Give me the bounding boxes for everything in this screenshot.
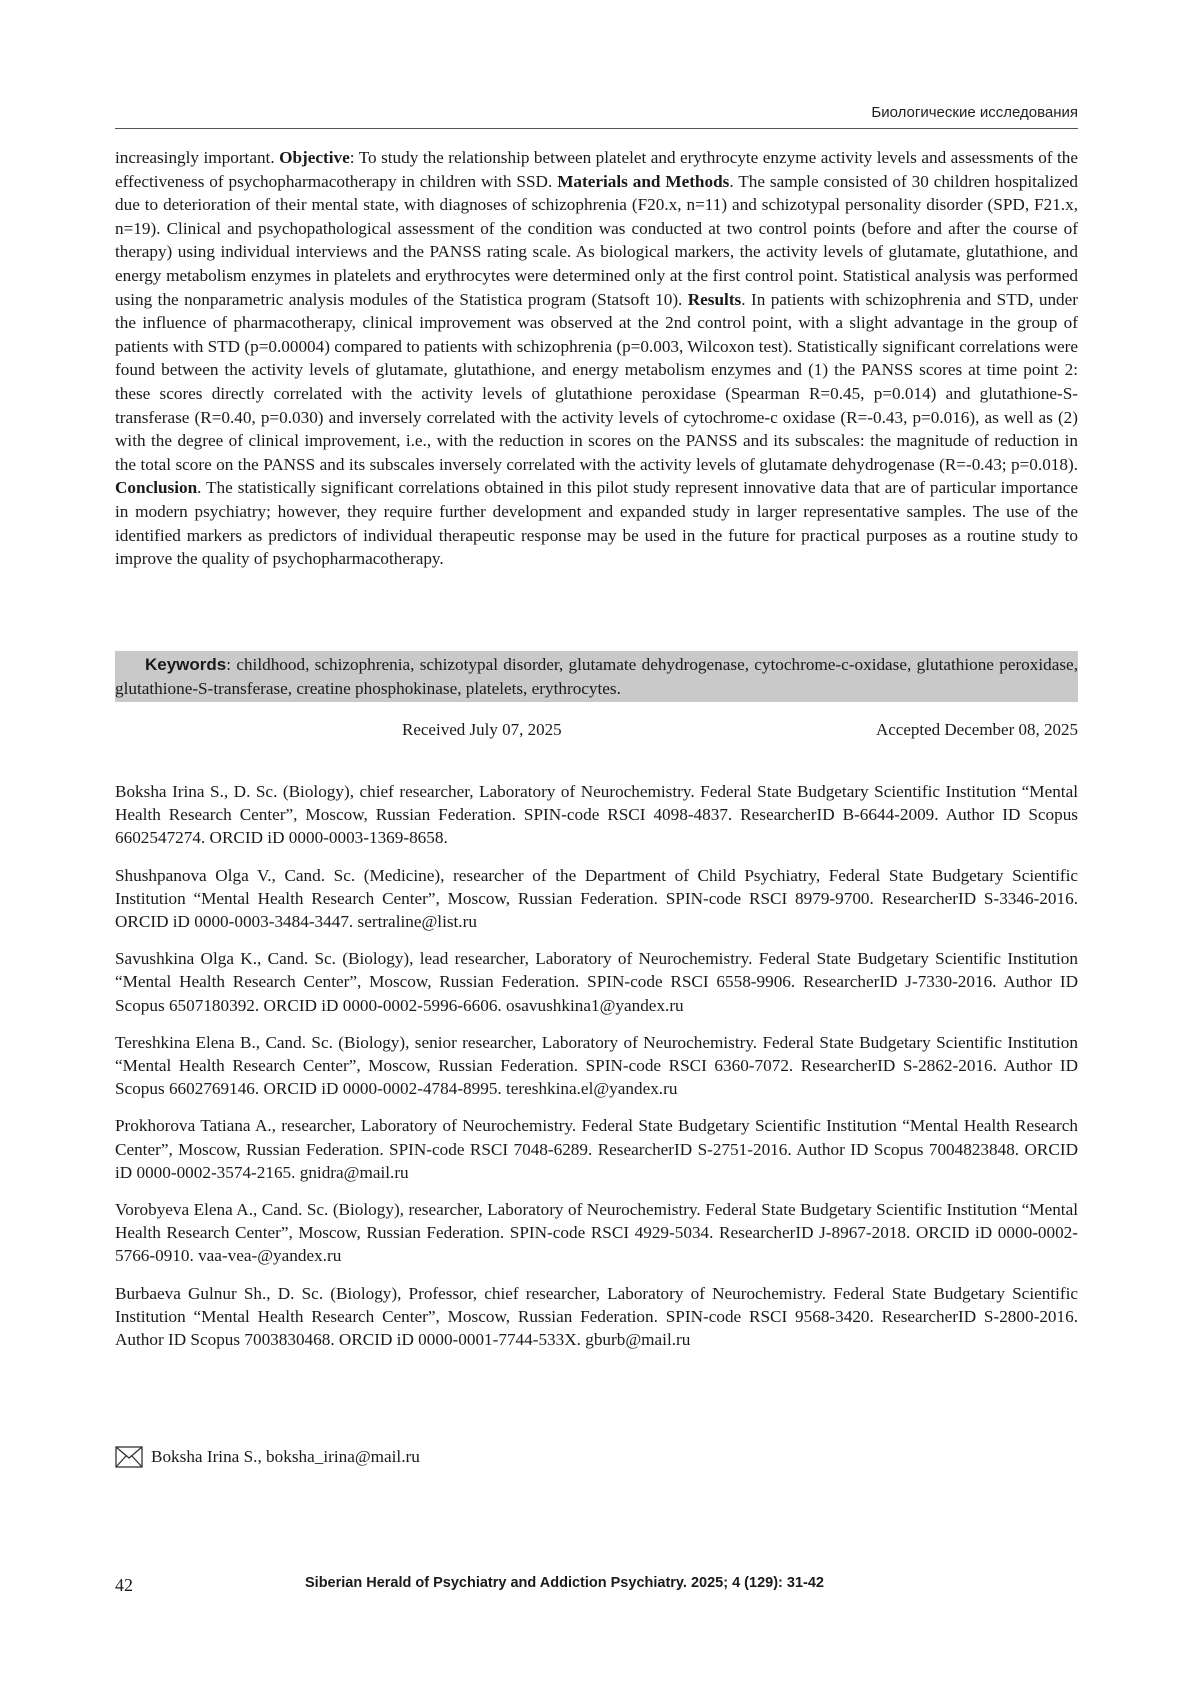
results-label: Results — [687, 289, 742, 309]
journal-page — [115, 0, 1078, 1696]
author-entry: Shushpanova Olga V., Cand. Sc. (Medicine), researcher of the Department of Child Psychiatry, Federal State Budgetary Scientific Institution “Mental Health Research Center”, Moscow, Russian Federation. SPIN-code RSCI 8979-9700. ResearcherID S-3346-2016. ORCID iD 0000-0003-3484-3447. sertraline@list.ru — [115, 865, 1078, 932]
page-number: 42 — [115, 1575, 133, 1595]
abstract-intro: increasingly important. — [115, 148, 280, 167]
journal-citation: Siberian Herald of Psychiatry and Addiction Psychiatry. 2025; 4 (129): 31-42 — [305, 1575, 824, 1591]
received-date: Received July 07, 2025 — [402, 720, 562, 739]
objective-text: : To study the relationship between platelet and erythrocyte enzyme activity levels and assessments of the effectiveness of psychopharmacotherapy in children with SSD. — [115, 148, 1079, 191]
author-list — [115, 780, 1078, 1365]
running-head: Биологические исследования — [871, 104, 1078, 121]
author-entry: Savushkina Olga K., Cand. Sc. (Biology), lead researcher, Laboratory of Neurochemistry. Federal State Budgetary Scientific Institution “Mental Health Research Center”, Moscow, Russian Federation. SPIN-code RSCI 6558-9906. ResearcherID J-7330-2016. Author ID Scopus 6507180392. ORCID iD 0000-0002-5996-6606. osavushkina1@yandex.ru — [115, 949, 1078, 1015]
author-entry: Prokhorova Tatiana A., researcher, Laboratory of Neurochemistry. Federal State Budgetary Scientific Institution “Mental Health Research Center”, Moscow, Russian Federation. SPIN-code RSCI 7048-6289. ResearcherID S-2751-2016. Author ID Scopus 7004823848. ORCID iD 0000-0002-3574-2165. gnidra@mail.ru — [115, 1116, 1078, 1182]
results-text: . In patients with schizophrenia and STD, under the influence of pharmacotherapy, clinical improvement was observed at the 2nd control point, with a slight advantage in the group of patients with STD (p=0.00004) compared to patients with schizophrenia (p=0.003, Wilcoxon test). Statistically significant correlations were found between the activity levels of glutamate, glutathione, and energy metabolism enzymes and (1) the PANSS scores at time point 2: these scores directly correlated with the activity levels of glutathione peroxidase (Spearman R=0.45, p=0.014) and glutathione-S-transferase (R=0.40, p=0.030) and inversely correlated with the activity levels of cytochrome-c oxidase (R=-0.43, p=0.016), as well as (2) with the degree of clinical improvement, i.e., with the reduction in scores on the PANSS and its subscales: the magnitude of reduction in the total score on the PANSS and its subscales inversely correlated with the activity levels of glutamate dehydrogenase (R=-0.43; p=0.018). — [115, 289, 1078, 474]
keywords-label: Keywords — [145, 655, 227, 674]
keywords-block — [115, 651, 1078, 702]
methods-label: Materials and Methods — [557, 171, 730, 191]
article-dates — [115, 720, 1078, 744]
accepted-date: Accepted December 08, 2025 — [875, 720, 1078, 739]
correspondence-text: Boksha Irina S., boksha_irina@mail.ru — [151, 1447, 420, 1466]
author-entry: Boksha Irina S., D. Sc. (Biology), chief researcher, Laboratory of Neurochemistry. Federal State Budgetary Scientific Institution “Mental Health Research Center”, Moscow, Russian Federation. SPIN-code RSCI 4098-4837. ResearcherID B-6644-2009. Author ID Scopus 6602547274. ORCID iD 0000-0003-1369-8658. — [115, 782, 1078, 848]
envelope-icon — [115, 1446, 143, 1468]
abstract-paragraph — [115, 146, 1078, 571]
keywords-text: : childhood, schizophrenia, schizotypal disorder, glutamate dehydrogenase, cytochrome-c-oxidase, glutathione peroxidase, glutathione-S-transferase, creatine phosphokinase, platelets, erythrocytes. — [115, 655, 1078, 698]
correspondence-line — [115, 1446, 420, 1468]
header-rule — [115, 128, 1078, 129]
methods-text: . The sample consisted of 30 children hospitalized due to deterioration of their mental state, with diagnoses of schizophrenia (F20.x, n=11) and schizotypal personality disorder (SPD, F21.x, n=19). Clinical and psychopathological assessment of the condition was conducted at two control points (before and after the course of therapy) using individual interviews and the PANSS rating scale. As biological markers, the activity levels of glutamate, glutathione, and energy metabolism enzymes in platelets and erythrocytes were determined only at the first control point. Statistical analysis was performed using the nonparametric analysis modules of the Statistica program (Statsoft 10). — [115, 171, 1078, 309]
objective-label: Objective — [279, 148, 350, 167]
author-entry: Tereshkina Elena B., Cand. Sc. (Biology), senior researcher, Laboratory of Neurochemistry. Federal State Budgetary Scientific Institution “Mental Health Research Center”, Moscow, Russian Federation. SPIN-code RSCI 6360-7072. ResearcherID S-2862-2016. Author ID Scopus 6602769146. ORCID iD 0000-0002-4784-8995. tereshkina.el@yandex.ru — [115, 1032, 1078, 1099]
conclusion-text: . The statistically significant correlations obtained in this pilot study represent innovative data that are of particular importance in modern psychiatry; however, they require further development and expanded study in larger representative samples. The use of the identified markers as predictors of individual therapeutic response may be used in the future for practical purposes as a routine study to improve the quality of psychopharmacotherapy. — [115, 478, 1078, 569]
author-entry: Burbaeva Gulnur Sh., D. Sc. (Biology), Professor, chief researcher, Laboratory of Neurochemistry. Federal State Budgetary Scientific Institution “Mental Health Research Center”, Moscow, Russian Federation. SPIN-code RSCI 9568-3420. ResearcherID S-2800-2016. Author ID Scopus 7003830468. ORCID iD 0000-0001-7744-533X. gburb@mail.ru — [115, 1283, 1078, 1350]
conclusion-label: Conclusion — [115, 478, 198, 498]
author-entry: Vorobyeva Elena A., Cand. Sc. (Biology), researcher, Laboratory of Neurochemistry. Federal State Budgetary Scientific Institution “Mental Health Research Center”, Moscow, Russian Federation. SPIN-code RSCI 4929-5034. ResearcherID J-8967-2018. ORCID iD 0000-0002-5766-0910. vaa-vea-@yandex.ru — [115, 1200, 1078, 1266]
